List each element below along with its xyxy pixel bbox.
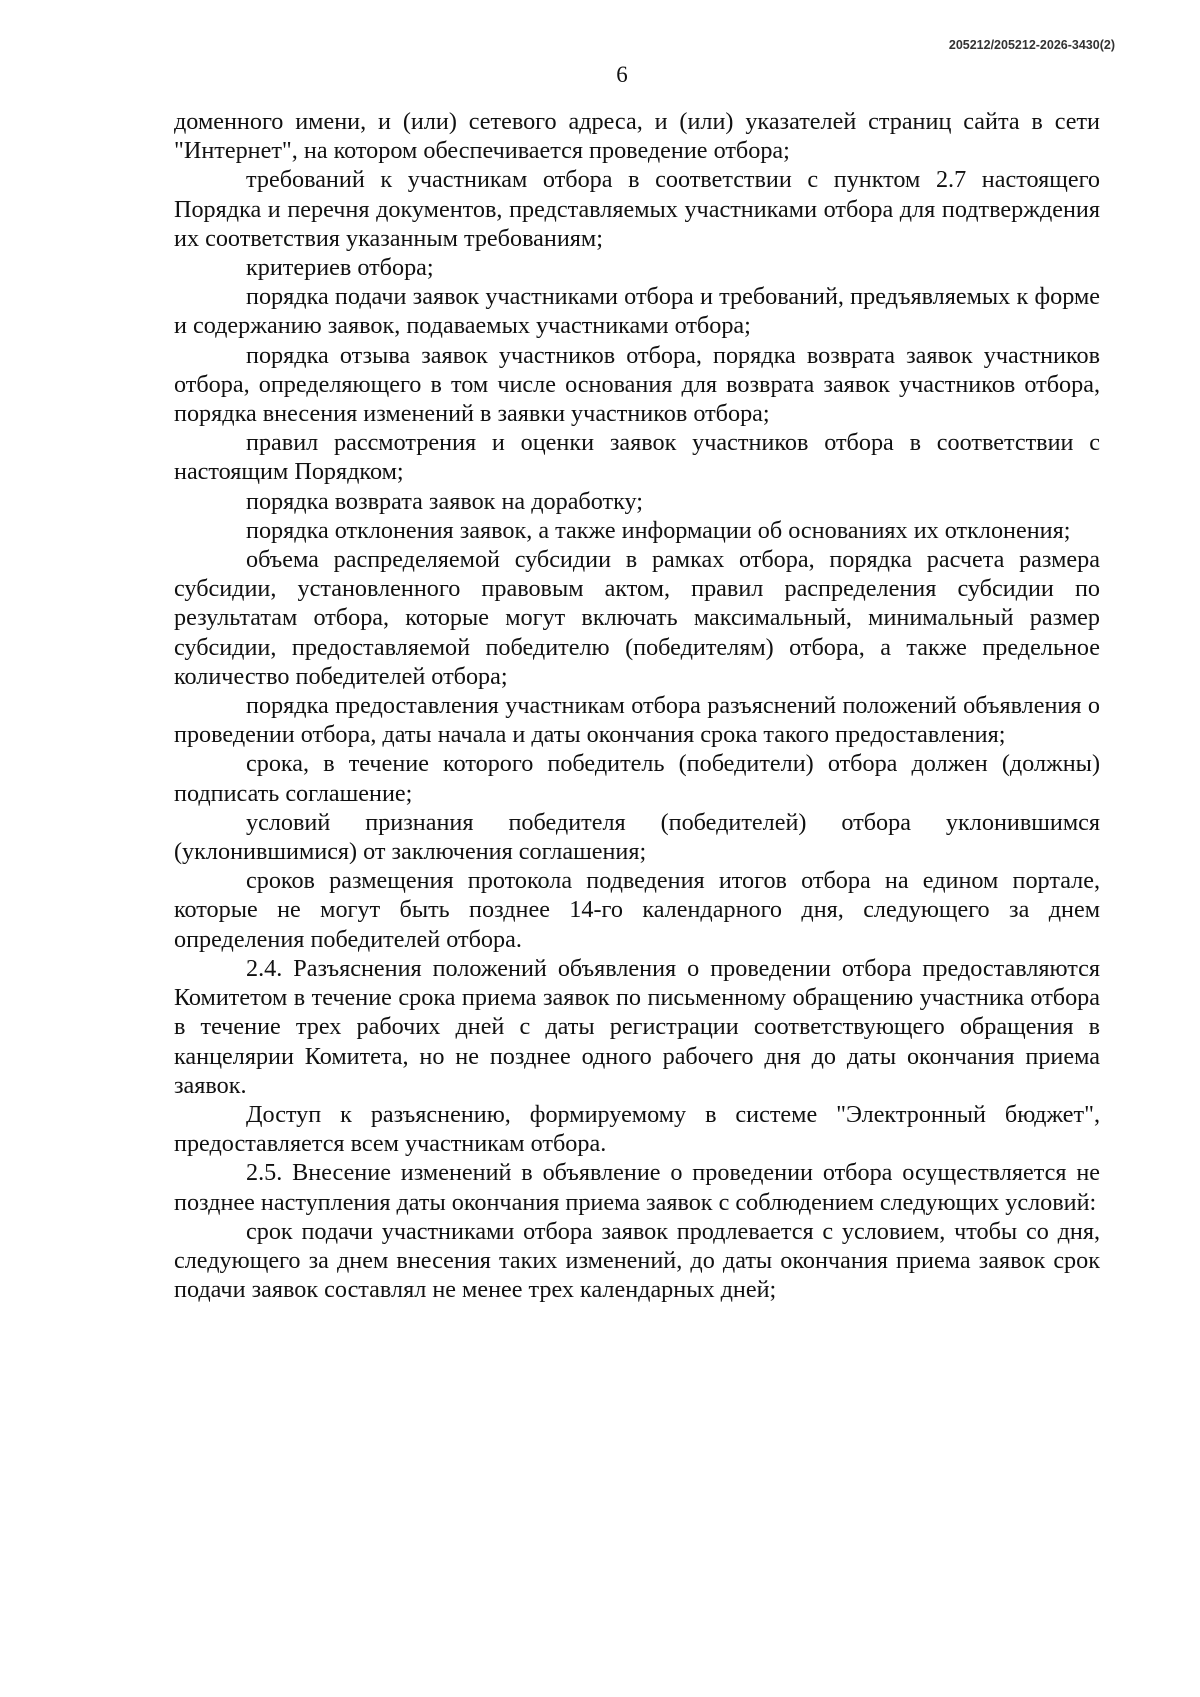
paragraph: требований к участникам отбора в соответствии с пунктом 2.7 настоящего Порядка и перечня документов, представляемых участниками отбора для подтверждения их соответствия указанным требованиям; [174,166,1100,252]
paragraph: объема распределяемой субсидии в рамках отбора, порядка расчета размера субсидии, установленного правовым актом, правил распределения субсидии по результатам отбора, которые могут включать максимальный, минимальный размер субсидии, предоставляемой победителю (победителям) отбора, а также предельное количество победителей отбора; [174,546,1100,690]
paragraph: сроков размещения протокола подведения итогов отбора на едином портале, которые не могут быть позднее 14-го календарного дня, следующего за днем определения победителей отбора. [174,867,1100,953]
paragraph: порядка подачи заявок участниками отбора и требований, предъявляемых к форме и содержанию заявок, подаваемых участниками отбора; [174,283,1100,340]
document-body [174,107,1100,1304]
paragraph: условий признания победителя (победителей) отбора уклонившимся (уклонившимися) от заключения соглашения; [174,808,1100,866]
page-number: 6 [616,62,628,87]
paragraph: 2.5. Внесение изменений в объявление о проведении отбора осуществляется не позднее наступления даты окончания приема заявок с соблюдением следующих условий: [174,1159,1100,1216]
paragraph: доменного имени, и (или) сетевого адреса, и (или) указателей страниц сайта в сети "Интернет", на котором обеспечивается проведение отбора; [174,108,1100,165]
paragraph: срока, в течение которого победитель (победители) отбора должен (должны) подписать соглашение; [174,750,1100,807]
document-id: 205212/205212-2026-3430(2) [948,38,1115,52]
paragraph: порядка предоставления участникам отбора разъяснений положений объявления о проведении отбора, даты начала и даты окончания срока такого предоставления; [174,692,1100,749]
paragraph: срок подачи участниками отбора заявок продлевается с условием, чтобы со дня, следующего за днем внесения таких изменений, до даты окончания приема заявок срок подачи заявок составлял не менее трех календарных дней; [174,1217,1100,1304]
paragraph: критериев отбора; [246,254,434,282]
paragraph: Доступ к разъяснению, формируемому в системе "Электронный бюджет", предоставляется всем участникам отбора. [174,1100,1100,1158]
paragraph: правил рассмотрения и оценки заявок участников отбора в соответствии с настоящим Порядком; [174,429,1100,486]
paragraph: порядка отзыва заявок участников отбора, порядка возврата заявок участников отбора, определяющего в том числе основания для возврата заявок участников отбора, порядка внесения изменений в заявки участников отбора; [174,341,1100,428]
paragraph: 2.4. Разъяснения положений объявления о проведении отбора предоставляются Комитетом в течение срока приема заявок по письменному обращению участника отбора в течение трех рабочих дней с даты регистрации соответствующего обращения в канцелярии Комитета, но не позднее одного рабочего дня до даты окончания приема заявок. [174,954,1100,1099]
paragraph: порядка отклонения заявок, а также информации об основаниях их отклонения; [246,516,1071,544]
paragraph: порядка возврата заявок на доработку; [246,487,643,515]
